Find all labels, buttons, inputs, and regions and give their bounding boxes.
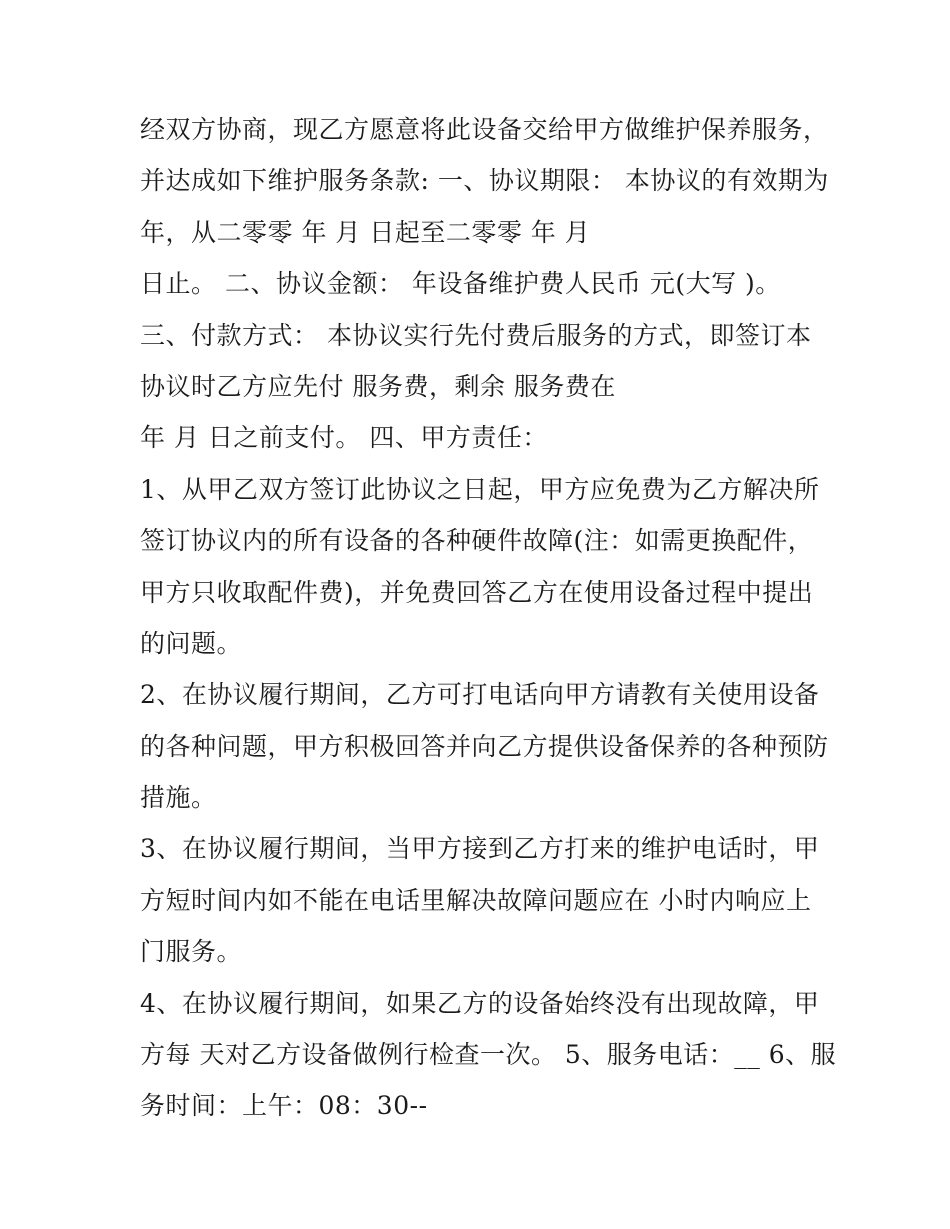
agreement-text [140, 104, 837, 1132]
text-line: 日止。 二、协议金额： 年设备维护费人民币 元(大写 )。 [140, 269, 781, 299]
text-line: 4、在协议履行期间，如果乙方的设备始终没有出现故障，甲 [140, 988, 820, 1018]
text-line: 方短时间内如不能在电话里解决故障问题应在 小时内响应上 [140, 885, 812, 915]
text-line: 经双方协商，现乙方愿意将此设备交给甲方做维护保养服务， [140, 115, 829, 144]
text-line: 1、从甲乙双方签订此协议之日起，甲方应免费为乙方解决所 [140, 474, 820, 504]
text-line: 务时间：上午：08：30-- [140, 1091, 428, 1121]
text-line: 2、在协议履行期间，乙方可打电话向甲方请教有关使用设备 [140, 680, 820, 710]
text-line: 协议时乙方应先付 服务费，剩余 服务费在 [140, 371, 616, 401]
text-line: 甲方只收取配件费)，并免费回答乙方在使用设备过程中提出 [140, 577, 814, 607]
text-line: 的问题。 [140, 628, 243, 658]
text-line: 签订协议内的所有设备的各种硬件故障(注：如需更换配件， [140, 526, 814, 556]
text-line: 方每 天对乙方设备做例行检查一次。 5、服务电话：__ 6、服 [140, 1040, 837, 1070]
text-line: 的各种问题，甲方积极回答并向乙方提供设备保养的各种预防 [140, 731, 829, 761]
text-line: 措施。 [140, 783, 217, 813]
text-line: 并达成如下维护服务条款: 一、协议期限： 本协议的有效期为 [140, 166, 829, 196]
text-line: 年 月 日之前支付。 四、甲方责任： [140, 423, 548, 453]
text-line: 三、付款方式： 本协议实行先付费后服务的方式，即签订本 [140, 320, 812, 350]
text-line: 3、在协议履行期间，当甲方接到乙方打来的维护电话时，甲 [140, 834, 820, 864]
text-line: 门服务。 [140, 937, 243, 967]
text-line: 年，从二零零 年 月 日起至二零零 年 月 [140, 217, 591, 247]
